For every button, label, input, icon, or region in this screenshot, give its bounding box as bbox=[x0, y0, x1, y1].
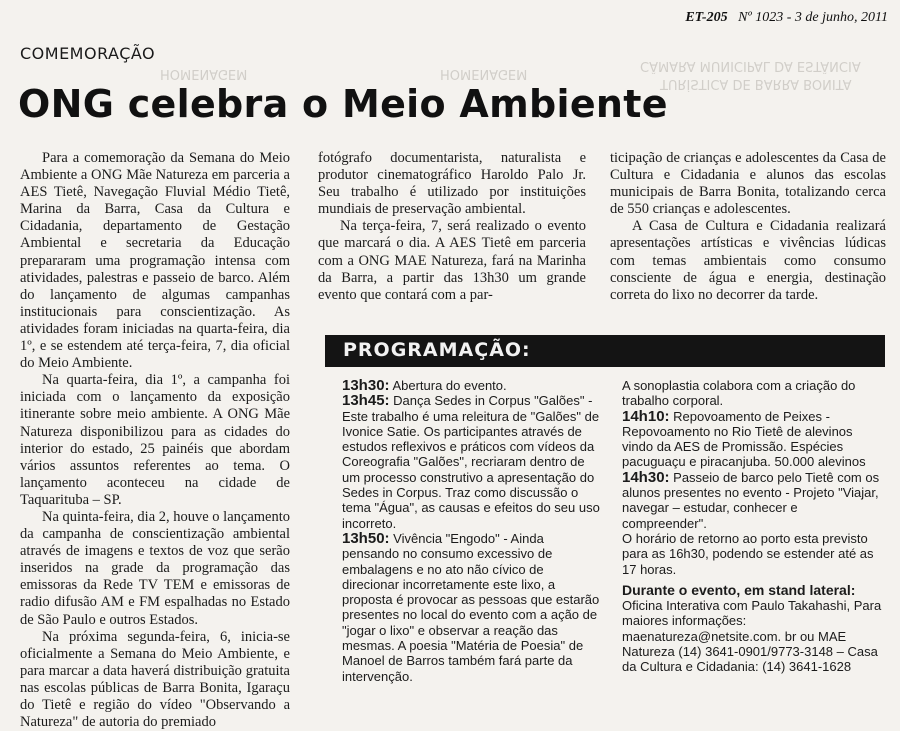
issue-info bbox=[685, 10, 888, 26]
schedule-time: 13h30: bbox=[342, 377, 390, 394]
return-note: O horário de retorno ao porto esta previsto para as 16h30, podendo se estender até as 17 horas. bbox=[622, 530, 874, 577]
schedule-text: Abertura do evento. bbox=[392, 378, 507, 393]
programacao-column-1 bbox=[342, 378, 604, 684]
paragraph: Na quarta-feira, dia 1º, a campanha foi iniciada com o lançamento da exposição itinerante sobre meio ambiente. A ONG Mãe Natureza disponibilizou para as cidades do interior do estado, 25 painéis que abordam vários assuntos referentes ao tema. O lançamento aconteceu na cidade de Taquarituba – SP. bbox=[20, 372, 290, 508]
paragraph: Para a comemoração da Semana do Meio Ambiente a ONG Mãe Natureza em parceria a AES Tietê, Navegação Fluvial Médio Tietê, Marina da Barra, Casa da Cultura e Cidadania, departamento de Gestação Ambiental e secretaria da Educação prepararam uma programação intensa com atividades, palestras e passeio de barco. Além do lançamento de algumas campanhas institucionais para conscientização. As atividades foram iniciadas na quarta-feira, dia 1º, e se estendem até terça-feira, 7, dia oficial do Meio Ambiente. bbox=[20, 150, 290, 372]
schedule-item bbox=[342, 393, 604, 531]
bleed-through-text: HOMENAGEM bbox=[160, 66, 248, 81]
bleed-through-text: TURÍSTICA DE BARRA BONITA bbox=[660, 76, 852, 91]
paragraph: ticipação de crianças e adolescentes da Casa de Cultura e Cidadania e alunos das escolas municipais de Barra Bonita, totalizando cerca de 550 crianças e adolescentes. bbox=[610, 150, 886, 218]
paragraph: Na quinta-feira, dia 2, houve o lançamento da campanha de conscientização ambiental através de imagens e textos de voz que serão inseridos na grade da programação das emissoras da Rede TV TEM e emissoras de radio difusão AM e FM espalhadas no Estado de São Paulo e outros Estados. bbox=[20, 508, 291, 628]
paragraph: Na terça-feira, 7, será realizado o evento que marcará o dia. A AES Tietê em parceria com a ONG MAE Natureza, fará na Marinha da Barra, a partir das 13h30 um grande evento que contará com a par- bbox=[318, 218, 586, 303]
bleed-through-text: HOMENAGEM bbox=[440, 66, 528, 81]
schedule-item bbox=[622, 409, 884, 470]
stand-text: Oficina Interativa com Paulo Takahashi, Para maiores informações: maenatureza@netsite.com. br ou MAE Natureza (14) 3641-0901/9773-3148 – Casa da Cultura e Cidadania: (14) 3641-1628 bbox=[622, 598, 882, 675]
schedule-time: 13h50: bbox=[342, 529, 390, 547]
schedule-item bbox=[342, 378, 604, 393]
schedule-time: 14h30: bbox=[622, 468, 670, 486]
bleed-through-text: CÂMARA MUNICIPAL DA ESTÂNCIA bbox=[640, 58, 861, 73]
schedule-text: Vivência "Engodo" - Ainda pensando no consumo excessivo de embalagens e no ato não cívico de direcionar incorretamente este lixo, a proposta é provocar as pessoas que estarão presentes no local do evento com a ação de "jogar o lixo" e observar a reação das mesmas. A poesia "Matéria de Poesia" de Manoel de Barros também fará parte da intervenção. bbox=[342, 530, 600, 684]
schedule-text: Repovoamento de Peixes - Repovoamento no Rio Tietê de alevinos vindo da AES de Promissão. Espécies pacuguaçu e piracanjuba. 50.000 alevinos bbox=[622, 408, 866, 470]
issue-date: Nº 1023 - 3 de junho, 2011 bbox=[738, 10, 888, 25]
paragraph: Na próxima segunda-feira, 6, inicia-se oficialmente a Semana do Meio Ambiente, e para marcar a data haverá distribuição gratuita nas escolas públicas de Barra Bonita, Igaraçu do Tietê e região do vídeo "Observando a Natureza" de autoria do premiado bbox=[20, 628, 290, 731]
schedule-text: Dança Sedes in Corpus "Galões" - Este trabalho é uma releitura de "Galões" de Ivonice Satie. Os participantes através de estudos reflexivos e práticos com vídeos da Coreografia "Galões", recriaram dentro de um processo construtivo a apresentação do Sedes in Corpus. Traz como discussão o tema "Água", as causas e efeitos do seu uso incorreto. bbox=[342, 393, 600, 531]
schedule-time: 14h10: bbox=[622, 407, 670, 425]
headline: ONG celebra o Meio Ambiente bbox=[18, 82, 668, 126]
stand-heading: Durante o evento, em stand lateral: bbox=[622, 581, 856, 598]
section-code: ET-205 bbox=[685, 10, 728, 25]
schedule-note: A sonoplastia colabora com a criação do trabalho corporal. bbox=[622, 378, 856, 409]
schedule-item bbox=[622, 470, 884, 531]
article-column-2 bbox=[318, 150, 586, 304]
programacao-title: PROGRAMAÇÃO: bbox=[343, 339, 531, 361]
article-column-3 bbox=[610, 150, 886, 304]
schedule-text: Passeio de barco pelo Tietê com os alunos presentes no evento - Projeto "Viajar, navegar – estudar, conhecer e compreender". bbox=[622, 469, 880, 531]
article-column-1 bbox=[20, 150, 290, 731]
paragraph: fotógrafo documentarista, naturalista e produtor cinematográfico Haroldo Palo Jr. Seu trabalho é utilizado por instituições mundiais de preservação ambiental. bbox=[318, 150, 586, 218]
schedule-time: 13h45: bbox=[342, 392, 390, 410]
section-kicker: COMEMORAÇÃO bbox=[20, 44, 156, 63]
programacao-header-bar bbox=[325, 335, 885, 367]
schedule-item bbox=[342, 531, 604, 684]
paragraph: A Casa de Cultura e Cidadania realizará apresentações artísticas e vivências lúdicas com temas ambientais como consumo consciente de água e energia, destinação correta do lixo no decorrer da tarde. bbox=[610, 218, 886, 303]
programacao-column-2 bbox=[622, 378, 884, 675]
